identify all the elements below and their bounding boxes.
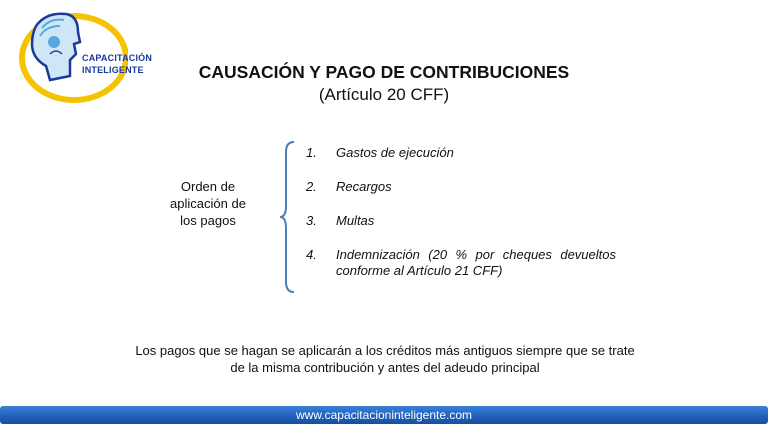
slide-title: CAUSACIÓN Y PAGO DE CONTRIBUCIONES xyxy=(198,62,570,82)
list-item xyxy=(306,247,616,279)
list-item-text: Indemnización (20 % por cheques devueltos conforme al Artículo 21 CFF) xyxy=(336,247,616,278)
slide-subtitle: (Artículo 20 CFF) xyxy=(318,85,450,104)
slide-note: Los pagos que se hagan se aplicarán a los créditos más antiguos siempre que se trate de la misma contribución y antes del adeudo principal xyxy=(135,343,635,375)
list-item xyxy=(306,179,616,195)
list-item xyxy=(306,145,616,161)
list-item-number: 1. xyxy=(306,145,317,160)
footer-url-link[interactable]: www.capacitacioninteligente.com xyxy=(295,408,473,422)
list-item-text: Gastos de ejecución xyxy=(336,145,454,160)
list-item xyxy=(306,213,616,229)
curly-brace-icon xyxy=(278,140,298,294)
payment-order-list xyxy=(306,145,616,297)
side-label: Orden de aplicación de los pagos xyxy=(170,179,246,228)
list-item-number: 4. xyxy=(306,247,317,262)
list-item-text: Recargos xyxy=(336,179,392,194)
logo-text-line2: INTELIGENTE xyxy=(82,65,144,75)
list-item-number: 2. xyxy=(306,179,317,194)
list-item-text: Multas xyxy=(336,213,375,228)
logo-text-line1: CAPACITACIÓN xyxy=(82,53,153,63)
list-item-number: 3. xyxy=(306,213,317,228)
